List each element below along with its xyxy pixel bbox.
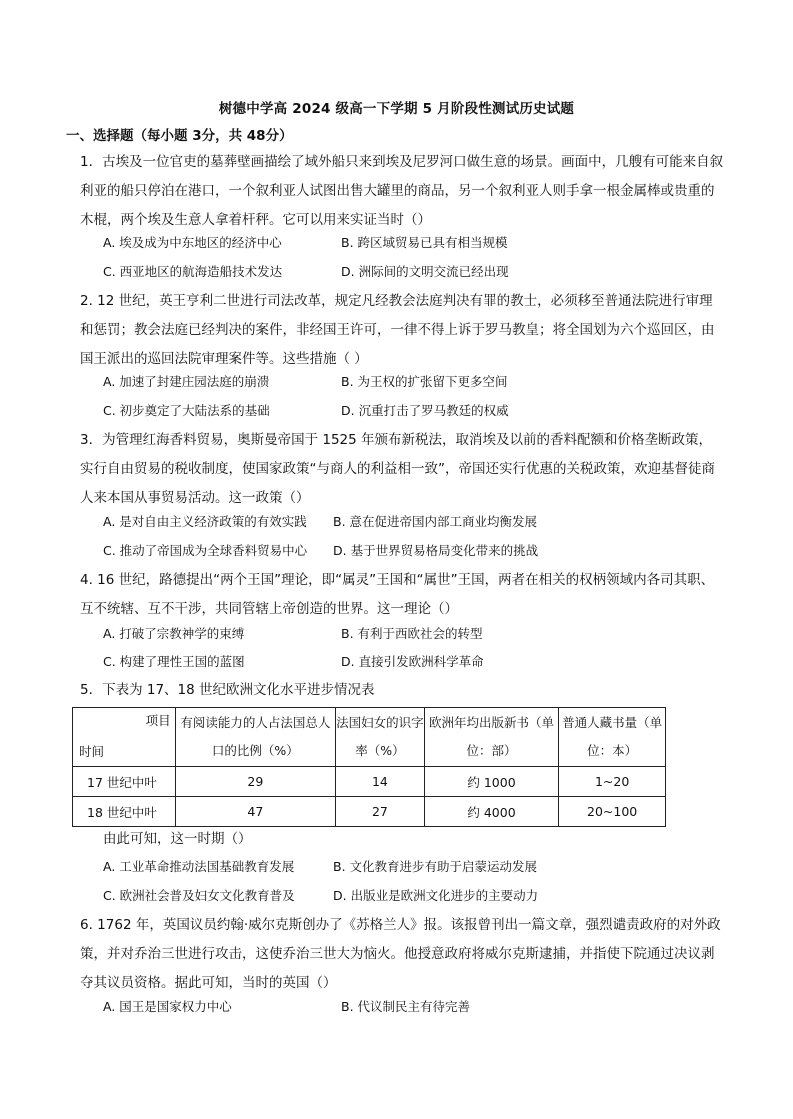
table-header-cell: 有阅读能力的人占法国总人口的比例（%） [175,708,335,767]
option-row [103,885,703,907]
question-6 [80,911,725,998]
question-1 [80,148,725,235]
table-corner-cell [73,708,176,767]
option-a: A. 工业革命推动法国基础教育发展 [103,859,295,874]
question-6-stem: 6. 1762 年，英国议员约翰·威尔克斯创办了《苏格兰人》报。该报曾刊出一篇文章，强烈谴责政府的对外政策，并对乔治三世进行攻击，这使乔治三世大为恼火。他授意政府将威尔克斯逮捕，并指使下院通过决议剥夺其议员资格。据此可知，当时的英国（） [80,917,721,991]
option-row [103,511,703,533]
question-3-stem: 3．为管理红海香料贸易，奥斯曼帝国于 1525 年颁布新税法，取消埃及以前的香料配额和价格垄断政策，实行自由贸易的税收制度，使国家政策“与商人的利益相一致”，帝国还实行优惠的关税政策，欢迎基督徒商人来本国从事贸易活动。这一政策（） [80,432,715,506]
table-corner-top: 项目 [145,713,171,728]
option-b: B. 文化教育进步有助于启蒙运动发展 [333,859,538,874]
section-heading: 一、选择题（每小题 3分，共 48分） [66,128,293,144]
option-b: B. 跨区域贸易已具有相当规模 [341,235,508,250]
table-cell: 47 [175,797,335,827]
option-row [103,400,703,422]
option-b: B. 代议制民主有待完善 [341,999,471,1014]
option-b: B. 有利于西欧社会的转型 [341,626,483,641]
table-cell: 29 [175,767,335,797]
table-header-cell: 法国妇女的识字率（%） [336,708,425,767]
table-cell: 20~100 [559,797,666,827]
option-c: C. 欧洲社会普及妇女文化教育普及 [103,888,295,903]
table-row [73,767,666,797]
option-d: D. 出版业是欧洲文化进步的主要动力 [333,888,539,903]
option-row [103,232,703,254]
table-cell: 约 1000 [424,767,558,797]
option-row [103,261,703,283]
table-row-label: 17 世纪中叶 [73,767,176,797]
option-c: C. 推动了帝国成为全球香料贸易中心 [103,543,308,558]
option-c: C. 西亚地区的航海造船技术发达 [103,264,283,279]
option-row [103,623,703,645]
question-4-stem: 4. 16 世纪，路德提出“两个王国”理论，即“属灵”王国和“属世”王国，两者在相关的权柄领域内各司其职、互不统辖、互不干涉，共同管辖上帝创造的世界。这一理论（） [80,572,715,617]
option-row [103,996,703,1018]
question-2-stem: 2. 12 世纪，英王亨利二世进行司法改革，规定凡经教会法庭判决有罪的教士，必须移至普通法院进行审理和惩罚；教会法庭已经判决的案件，非经国王许可，一律不得上诉于罗马教皇；将全国划为六个巡回区，由国王派出的巡回法院审理案件等。这些措施（ ） [80,293,715,367]
option-row [103,651,703,673]
option-d: D. 沉重打击了罗马教廷的权威 [341,403,509,418]
option-a: A. 是对自由主义经济政策的有效实践 [103,514,307,529]
option-a: A. 加速了封建庄园法庭的崩溃 [103,374,270,389]
data-table [72,707,666,827]
option-a: A. 埃及成为中东地区的经济中心 [103,235,282,250]
option-c: C. 初步奠定了大陆法系的基础 [103,403,270,418]
question-4 [80,566,725,624]
table-cell: 14 [336,767,425,797]
page-title: 树德中学高 2024 级高一下学期 5 月阶段性测试历史试题 [218,101,575,117]
option-d: D. 洲际间的文明交流已经出现 [341,264,509,279]
table-row [73,797,666,827]
question-3 [80,426,725,513]
question-5-intro: 5．下表为 17、18 世纪欧洲文化水平进步情况表 [80,682,375,698]
table-corner-bottom: 时间 [79,744,105,759]
option-row [103,371,703,393]
option-b: B. 意在促进帝国内部工商业均衡发展 [333,514,538,529]
option-d: D. 直接引发欧洲科学革命 [341,654,484,669]
option-row [103,540,703,562]
question-1-stem: 1．古埃及一位官吏的墓葬壁画描绘了域外船只来到埃及尼罗河口做生意的场景。画面中，几艘有可能来自叙利亚的船只停泊在港口，一个叙利亚人试图出售大罐里的商品，另一个叙利亚人则手拿一根金属棒或贵重的木棍，两个埃及生意人拿着杆秤。它可以用来实证当时（） [80,154,724,228]
option-b: B. 为王权的扩张留下更多空间 [341,374,508,389]
table-header-cell: 普通人藏书量（单位：本） [559,708,666,767]
table-header-cell: 欧洲年均出版新书（单位：部） [424,708,558,767]
option-row [103,856,703,878]
question-5-stem: 由此可知，这一时期（） [103,831,252,847]
question-2 [80,287,725,374]
table-row-label: 18 世纪中叶 [73,797,176,827]
option-a: A. 国王是国家权力中心 [103,999,232,1014]
table-cell: 1~20 [559,767,666,797]
table-cell: 约 4000 [424,797,558,827]
option-a: A. 打破了宗教神学的束缚 [103,626,245,641]
option-d: D. 基于世界贸易格局变化带来的挑战 [333,543,539,558]
table-cell: 27 [336,797,425,827]
table-header-row [73,708,666,767]
option-c: C. 构建了理性王国的蓝图 [103,654,245,669]
